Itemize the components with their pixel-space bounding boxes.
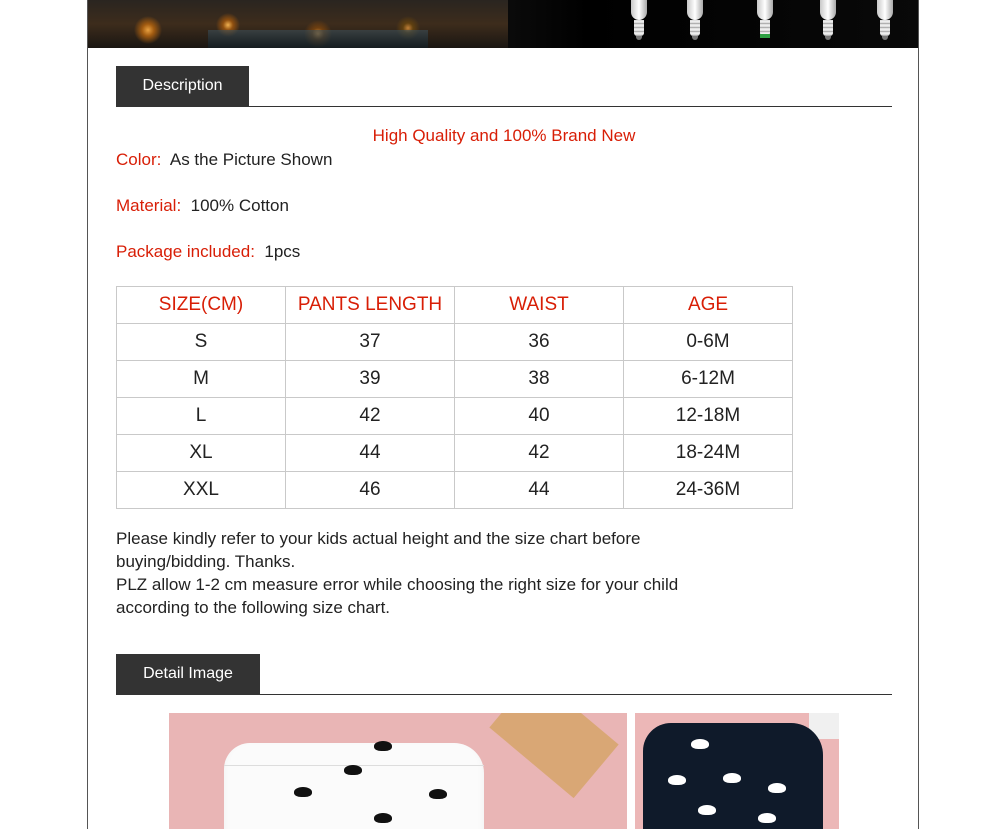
whale-print-icon (698, 805, 716, 815)
table-cell: 42 (455, 435, 624, 472)
material-label: Material: (116, 196, 182, 215)
table-cell: L (117, 398, 286, 435)
table-cell: 39 (286, 361, 455, 398)
note-line-1: Please kindly refer to your kids actual height and the size chart before buying/bidding. Thanks. (116, 529, 641, 571)
detail-section-header (116, 654, 892, 695)
pants-waistband (224, 743, 484, 766)
table-cell: 44 (455, 472, 624, 509)
size-notes (116, 527, 736, 619)
headline-text: High Quality and 100% Brand New (372, 126, 636, 145)
led-bulb-icon (628, 0, 650, 40)
size-chart-table (116, 286, 793, 509)
table-header-row (117, 287, 793, 324)
table-cell: 38 (455, 361, 624, 398)
table-row (117, 324, 793, 361)
table-row (117, 435, 793, 472)
table-cell: 37 (286, 324, 455, 361)
wooden-board-prop (489, 713, 618, 798)
detail-photo-white-pants (169, 713, 627, 829)
whale-print-icon (429, 789, 447, 799)
led-bulb-icon (817, 0, 839, 40)
table-row (117, 472, 793, 509)
navy-whale-pants (643, 723, 823, 829)
description-section-header (116, 66, 892, 107)
package-value: 1pcs (264, 242, 301, 261)
table-row (117, 398, 793, 435)
table-cell: 0-6M (624, 324, 793, 361)
table-cell: 12-18M (624, 398, 793, 435)
table-cell: 6-12M (624, 361, 793, 398)
color-value: As the Picture Shown (169, 150, 333, 169)
banner-image (88, 0, 919, 48)
whale-print-icon (668, 775, 686, 785)
product-description-frame (87, 0, 919, 829)
color-line (116, 150, 332, 170)
table-cell: S (117, 324, 286, 361)
table-cell: 24-36M (624, 472, 793, 509)
table-cell: M (117, 361, 286, 398)
white-whale-pants (224, 743, 484, 829)
table-header-cell: SIZE(CM) (117, 287, 286, 324)
table-cell: 42 (286, 398, 455, 435)
whale-print-icon (344, 765, 362, 775)
material-value: 100% Cotton (190, 196, 289, 215)
detail-image-tab: Detail Image (116, 654, 260, 694)
table-cell: 46 (286, 472, 455, 509)
material-line (116, 196, 289, 216)
description-tab: Description (116, 66, 249, 106)
whale-print-icon (294, 787, 312, 797)
table-header-cell: PANTS LENGTH (286, 287, 455, 324)
led-bulb-icon (684, 0, 706, 40)
table-cell: 40 (455, 398, 624, 435)
color-label: Color: (116, 150, 162, 169)
detail-photo-navy-pants (635, 713, 839, 829)
whale-print-icon (374, 741, 392, 751)
whale-print-icon (768, 783, 786, 793)
table-row (117, 361, 793, 398)
led-bulb-icon (754, 0, 776, 40)
table-cell: 44 (286, 435, 455, 472)
package-label: Package included: (116, 242, 255, 261)
whale-print-icon (758, 813, 776, 823)
whale-print-icon (691, 739, 709, 749)
table-header-cell: AGE (624, 287, 793, 324)
whale-print-icon (374, 813, 392, 823)
led-bulb-icon (874, 0, 896, 40)
table-cell: 18-24M (624, 435, 793, 472)
table-header-cell: WAIST (455, 287, 624, 324)
package-line (116, 242, 300, 262)
whale-print-icon (723, 773, 741, 783)
table-cell: 36 (455, 324, 624, 361)
table-cell: XL (117, 435, 286, 472)
table-cell: XXL (117, 472, 286, 509)
note-line-2: PLZ allow 1-2 cm measure error while choosing the right size for your child according to the following size chart. (116, 575, 679, 617)
banner-water-reflection (208, 30, 428, 48)
